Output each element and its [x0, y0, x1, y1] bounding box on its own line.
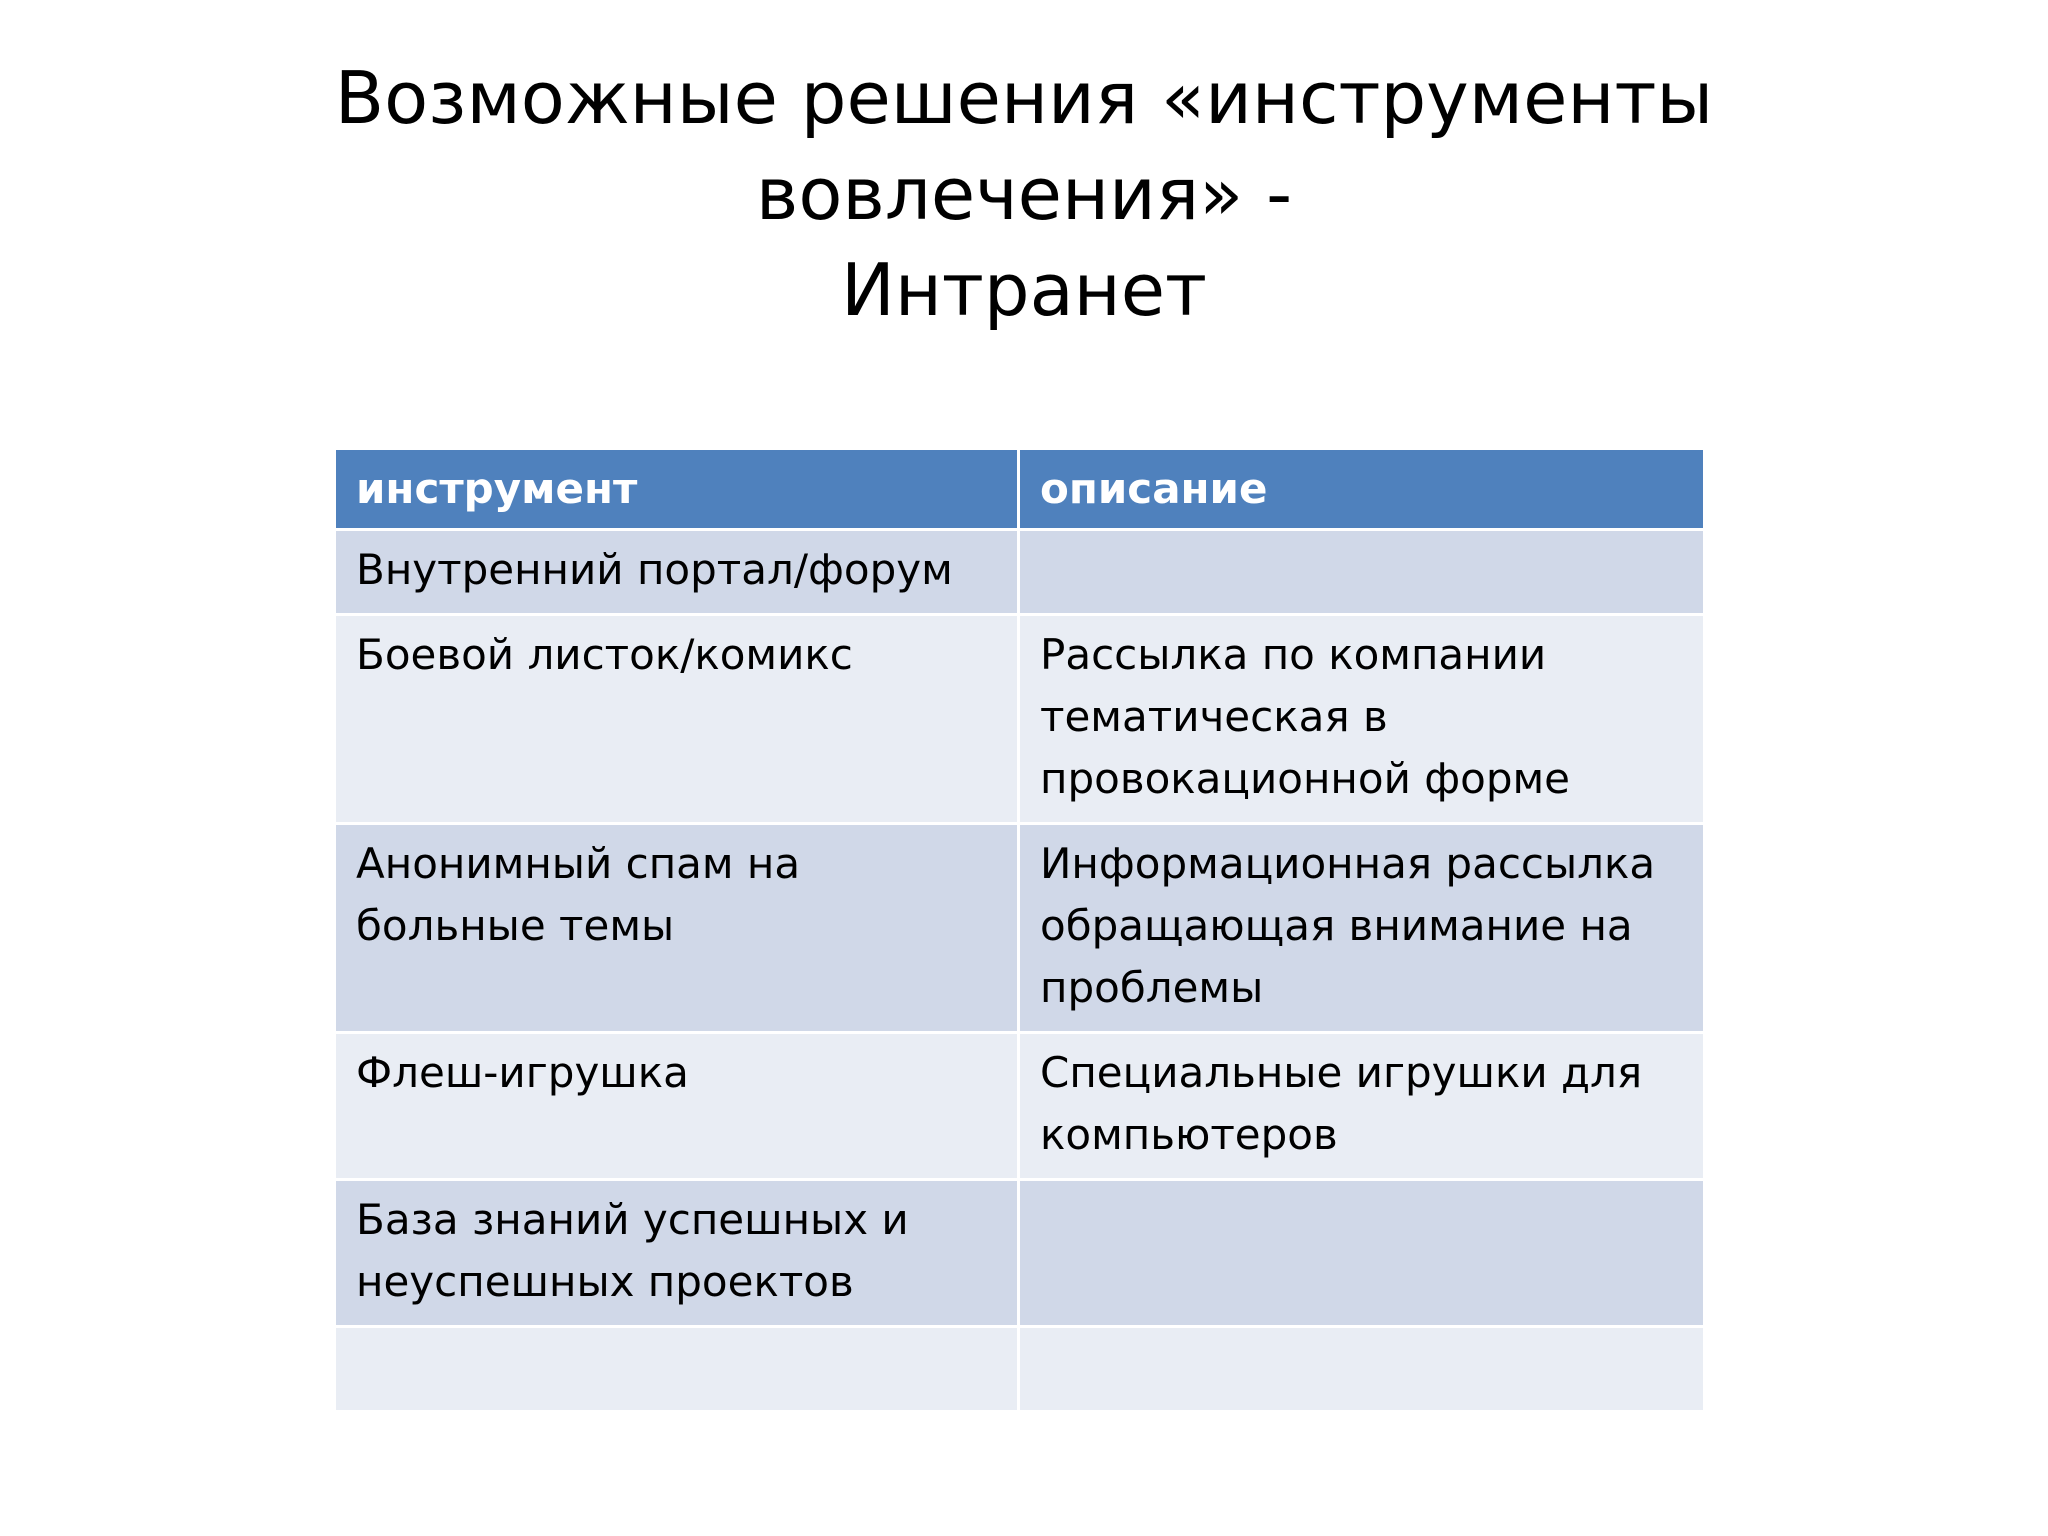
- description-cell: Специальные игрушки для компьютеров: [1019, 1033, 1705, 1180]
- tool-cell: Флеш-игрушка: [335, 1033, 1019, 1180]
- description-cell: [1019, 530, 1705, 615]
- table-header-row: [335, 449, 1705, 530]
- slide-title: [100, 50, 1948, 338]
- description-cell: Информационная рассылка обращающая внимание на проблемы: [1019, 824, 1705, 1033]
- table-row: [335, 1327, 1705, 1412]
- table-row: [335, 824, 1705, 1033]
- table-row: [335, 615, 1705, 824]
- tool-cell: База знаний успешных и неуспешных проектов: [335, 1180, 1019, 1327]
- description-cell: Рассылка по компании тематическая в провокационной форме: [1019, 615, 1705, 824]
- tool-cell: Анонимный спам на больные темы: [335, 824, 1019, 1033]
- tool-cell: Боевой листок/комикс: [335, 615, 1019, 824]
- table-row: [335, 1033, 1705, 1180]
- slide-title-line-1: Возможные решения «инструменты вовлечения» -: [334, 56, 1714, 236]
- tool-cell: Внутренний портал/форум: [335, 530, 1019, 615]
- description-cell: [1019, 1327, 1705, 1412]
- table-row: [335, 1180, 1705, 1327]
- table-row: [335, 530, 1705, 615]
- header-description: описание: [1019, 449, 1705, 530]
- header-tool: инструмент: [335, 449, 1019, 530]
- tool-cell: [335, 1327, 1019, 1412]
- description-cell: [1019, 1180, 1705, 1327]
- slide-title-line-2: Интранет: [840, 248, 1207, 332]
- tools-table: [333, 447, 1706, 1413]
